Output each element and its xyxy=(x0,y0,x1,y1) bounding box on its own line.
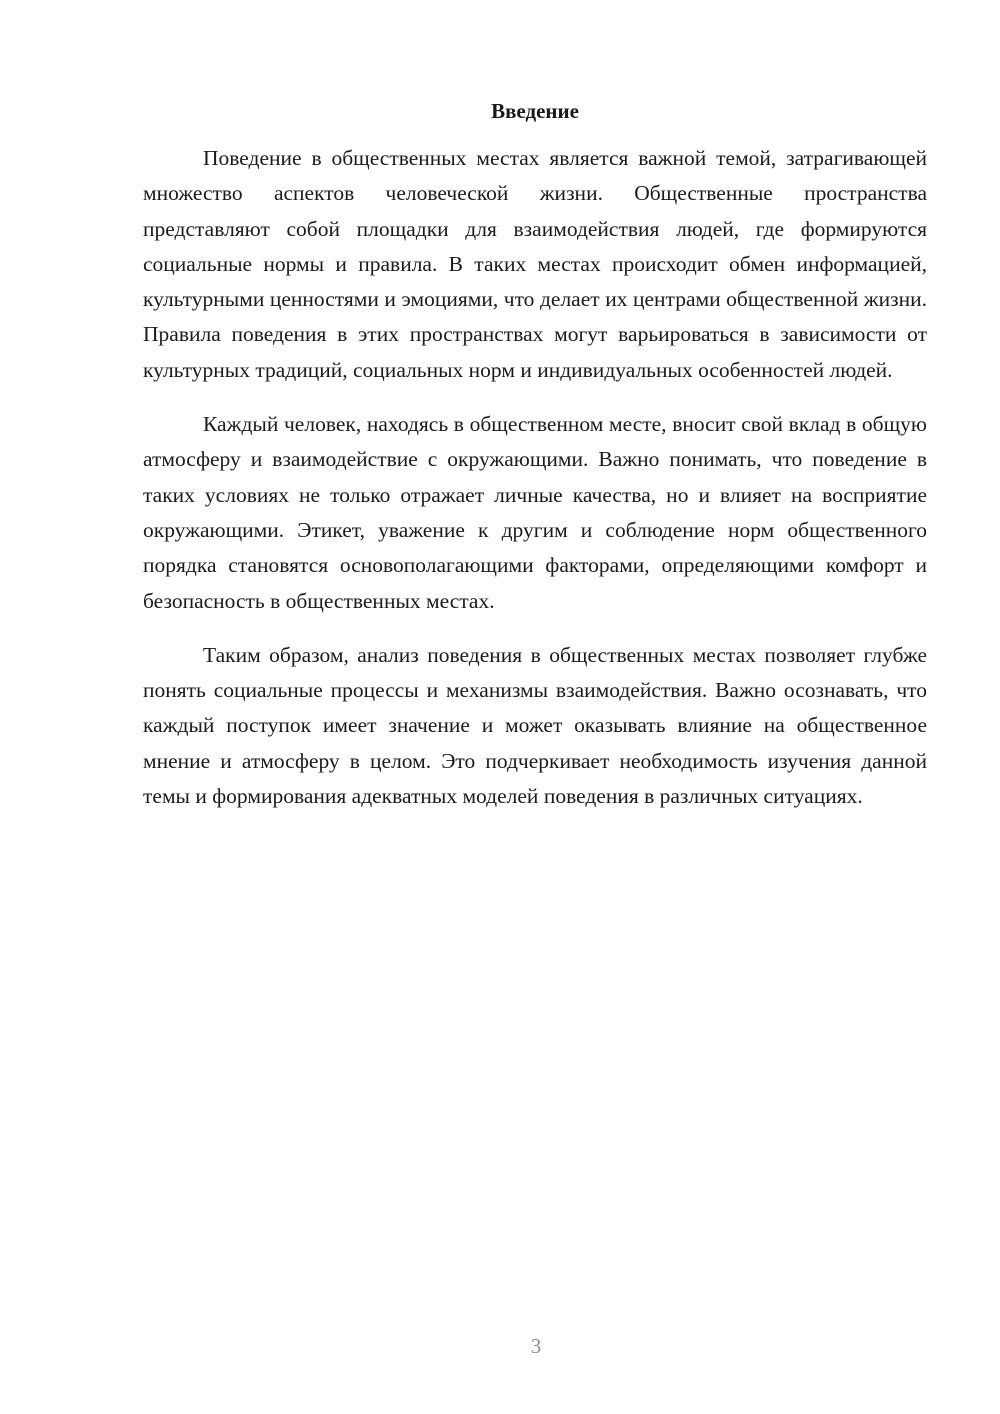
page-number: 3 xyxy=(530,1334,542,1358)
section-heading: Введение xyxy=(491,99,579,123)
paragraph-3: Таким образом, анализ поведения в общественных местах позволяет глубже понять социальные процессы и механизмы взаимодействия. Важно осознавать, что каждый поступок имеет значение и может оказывать влияние на общественное мнение и атмосферу в целом. Это подчеркивает необходимость изучения данной темы и формирования адекватных моделей поведения в различных ситуациях. xyxy=(143,642,927,809)
paragraph-2: Каждый человек, находясь в общественном месте, вносит свой вклад в общую атмосферу и взаимодействие с окружающими. Важно понимать, что поведение в таких условиях не только отражает личные качества, но и влияет на восприятие окружающими. Этикет, уважение к другим и соблюдение норм общественного порядка становятся основополагающими факторами, определяющими комфорт и безопасность в общественных местах. xyxy=(143,412,927,613)
body-text xyxy=(143,141,927,833)
paragraph-1: Поведение в общественных местах является важной темой, затрагивающей множество аспектов человеческой жизни. Общественные пространства представляют собой площадки для взаимодействия людей, где формируются социальные нормы и правила. В таких местах происходит обмен информацией, культурными ценностями и эмоциями, что делает их центрами общественной жизни. Правила поведения в этих пространствах могут варьироваться в зависимости от культурных традиций, социальных норм и индивидуальных особенностей людей. xyxy=(143,146,927,382)
